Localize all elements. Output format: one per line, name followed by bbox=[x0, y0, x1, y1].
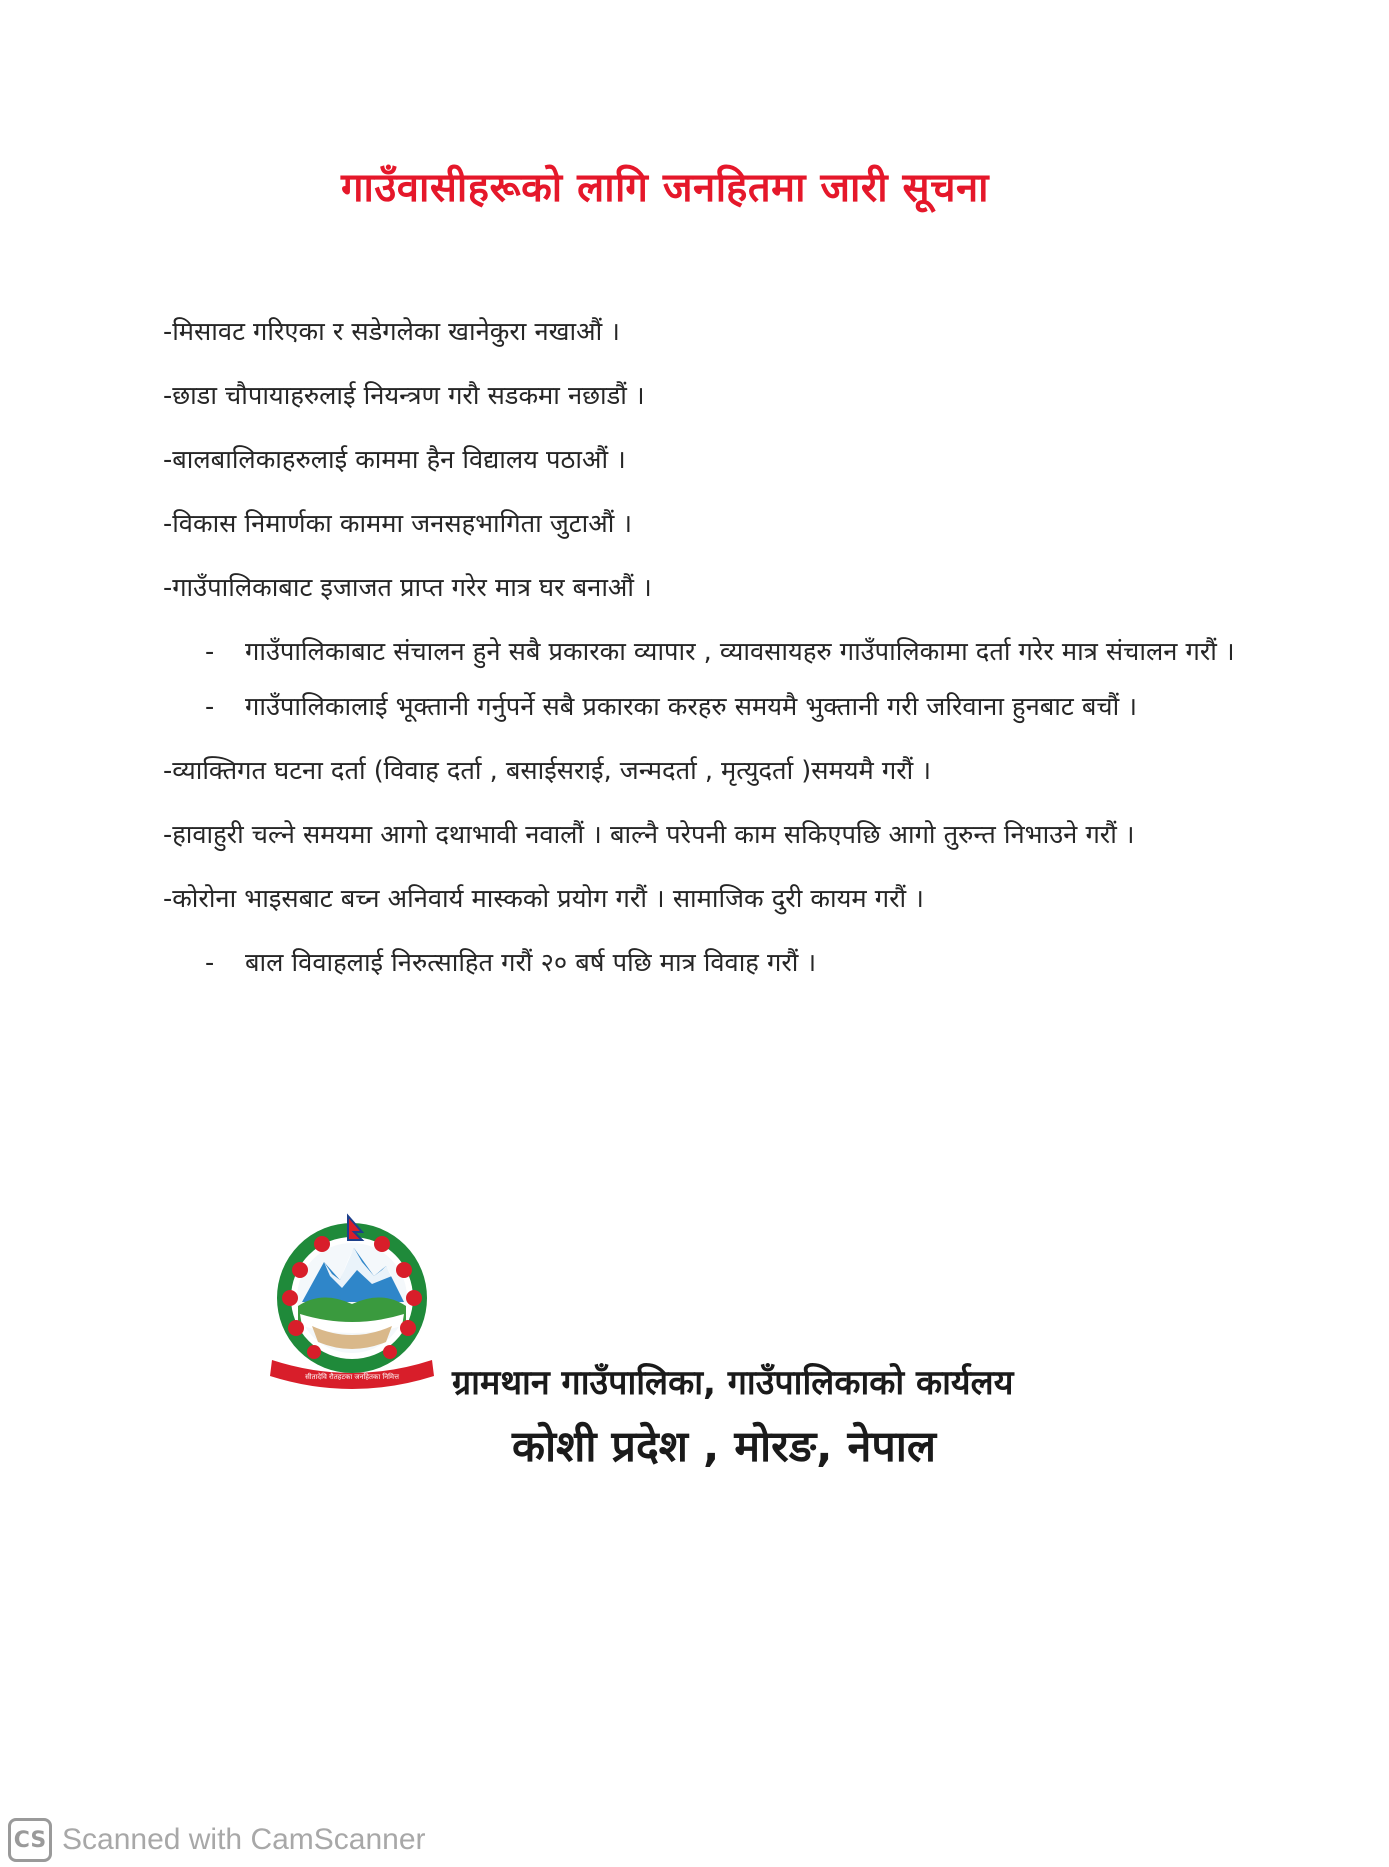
sub-dash: - bbox=[205, 692, 215, 722]
ribbon-text: सीतादेवि रौतहटका जनहितका निमित्त bbox=[305, 1373, 399, 1381]
camscanner-logo-icon: CS bbox=[8, 1818, 52, 1862]
office-address: कोशी प्रदेश , मोरङ, नेपाल bbox=[512, 1422, 937, 1472]
nepal-government-emblem-icon bbox=[262, 1210, 442, 1395]
sub-dash: - bbox=[205, 637, 215, 667]
list-item: -व्याक्तिगत घटना दर्ता (विवाह दर्ता , बसाईसराई, जन्मदर्ता , मृत्युदर्ता )समयमै गरौं । bbox=[163, 756, 932, 786]
sub-list-item-text: बाल विवाहलाई निरुत्साहित गरौं २० बर्ष पछि मात्र विवाह गरौं । bbox=[245, 948, 817, 978]
list-item: -छाडा चौपायाहरुलाई नियन्त्रण गरौ सडकमा नछाडौं । bbox=[163, 381, 645, 411]
list-item: -हावाहुरी चल्ने समयमा आगो दथाभावी नवालौं । बाल्नै परेपनी काम सकिएपछि आगो तुरुन्त निभाउने गरौं । bbox=[163, 820, 1135, 850]
list-item: -कोरोना भाइसबाट बच्न अनिवार्य मास्कको प्रयोग गरौं । सामाजिक दुरी कायम गरौं । bbox=[163, 884, 924, 914]
sub-list-item-text: गाउँपालिकाबाट संचालन हुने सबै प्रकारका व्यापार , व्यावसायहरु गाउँपालिकामा दर्ता गरेर मात्र संचालन गरौं । bbox=[245, 637, 1235, 667]
sub-list-item bbox=[163, 941, 1235, 986]
sub-list-item bbox=[163, 685, 1235, 730]
sub-dash: - bbox=[205, 948, 215, 978]
watermark-text: Scanned with CamScanner bbox=[62, 1823, 426, 1856]
list-item: -बालबालिकाहरुलाई काममा हैन विद्यालय पठाऔं । bbox=[163, 445, 626, 475]
list-item: -मिसावट गरिएका र सडेगलेका खानेकुरा नखाऔं । bbox=[163, 317, 620, 347]
list-item: -विकास निमार्णका काममा जनसहभागिता जुटाऔं । bbox=[163, 509, 633, 539]
sub-list-item bbox=[163, 630, 1235, 675]
sub-list-item-text: गाउँपालिकालाई भूक्तानी गर्नुपर्ने सबै प्रकारका करहरु समयमै भुक्तानी गरी जरिवाना हुनबाट बचौं । bbox=[245, 692, 1137, 722]
camscanner-watermark bbox=[8, 1816, 426, 1864]
list-item: -गाउँपालिकाबाट इजाजत प्राप्त गरेर मात्र घर बनाऔं । bbox=[163, 573, 652, 603]
office-name: ग्रामथान गाउँपालिका, गाउँपालिकाको कार्यलय bbox=[452, 1363, 1014, 1403]
notice-body bbox=[163, 310, 1235, 996]
notice-title: गाउँवासीहरूको लागि जनहितमा जारी सूचना bbox=[340, 165, 990, 211]
